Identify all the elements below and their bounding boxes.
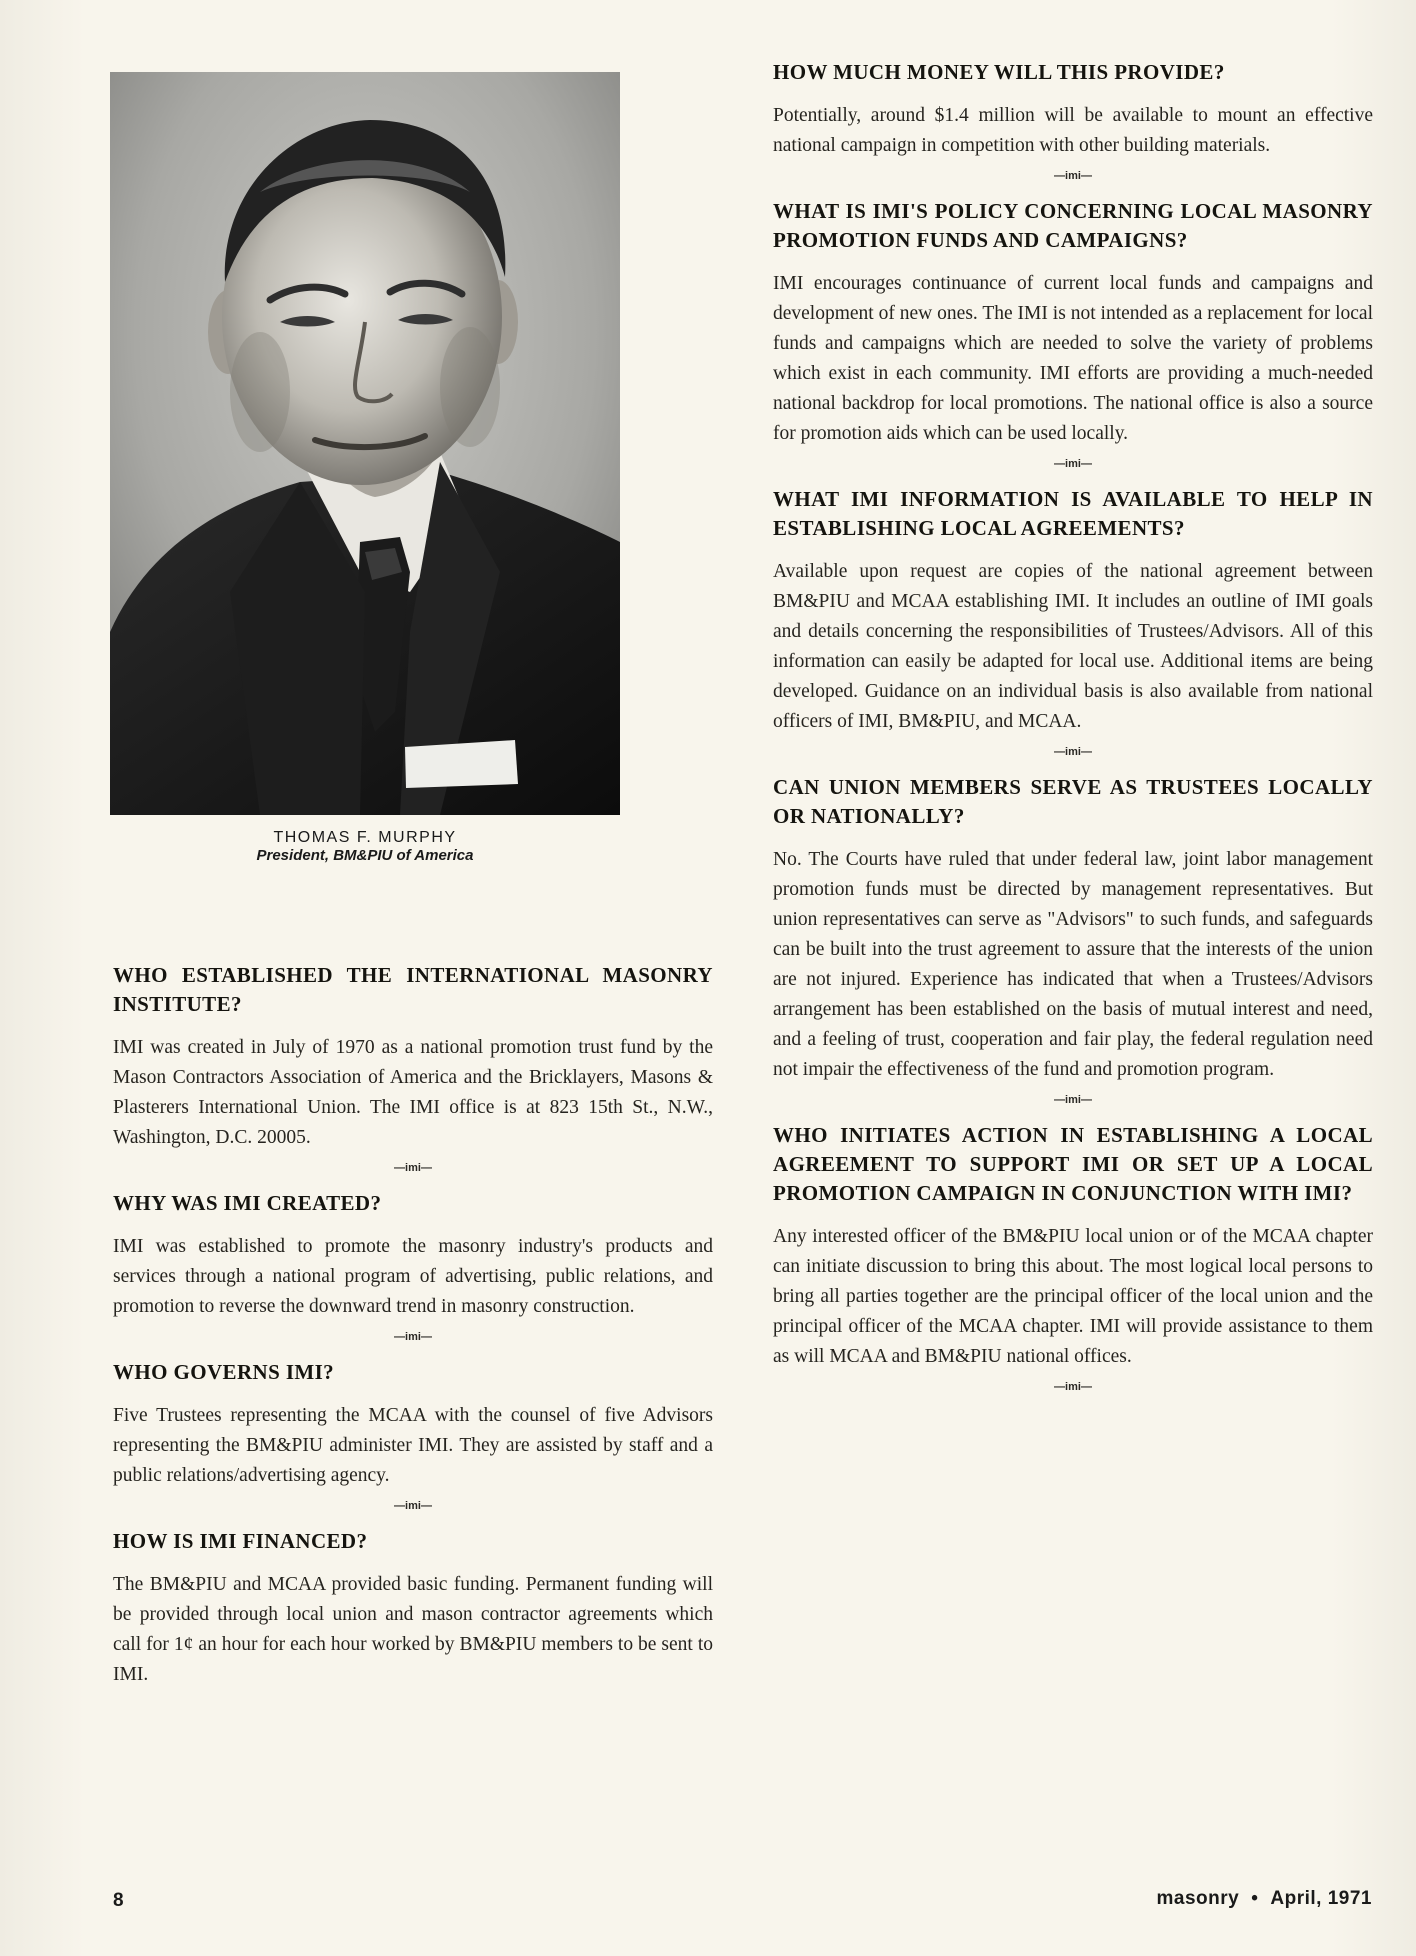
issue-date: April, 1971 [1270,1888,1372,1909]
section-separator: —imi— [1054,746,1092,758]
section-body: Five Trustees representing the MCAA with the counsel of five Advisors representing the BM&PIU administer IMI. They are assisted by staff and a public relations/advertising agency. [113,1405,713,1486]
section-heading: WHY WAS IMI CREATED? [113,1191,382,1215]
caption-title: President, BM&PIU of America [256,847,474,864]
section-heading: WHO GOVERNS IMI? [113,1360,335,1384]
right-column [773,58,1373,1408]
section-heading: WHAT IS IMI'S POLICY CONCERNING LOCAL MASONRY PROMOTION FUNDS AND CAMPAIGNS? [773,199,1373,252]
section-separator: —imi— [1054,458,1092,470]
section-separator: —imi— [394,1500,432,1512]
section-separator: —imi— [394,1162,432,1174]
footer-credit [1157,1888,1372,1910]
portrait-photo [110,72,620,815]
section-body: IMI was created in July of 1970 as a national promotion trust fund by the Mason Contractors Association of America and the Bricklayers, Masons & Plasterers International Union. The IMI office is at 823 15th St., N.W., Washington, D.C. 20005. [113,1037,713,1148]
section-body: No. The Courts have ruled that under federal law, joint labor management promotion funds must be directed by management representatives. But union representatives can serve as "Advisors" to such funds, and safeguards can be built into the trust agreement to assure that the interests of the union are not injured. Experience has indicated that when a Trustees/Advisors arrangement has been established on the basis of mutual interest and need, and a feeling of trust, cooperation and fair play, the federal regulation need not impair the effectiveness of the fund and promotion program. [773,849,1373,1080]
section-heading: WHO ESTABLISHED THE INTERNATIONAL MASONRY INSTITUTE? [113,963,713,1016]
section-heading: CAN UNION MEMBERS SERVE AS TRUSTEES LOCALLY OR NATIONALLY? [773,775,1373,828]
section-separator: —imi— [394,1331,432,1343]
section-body: Available upon request are copies of the national agreement between BM&PIU and MCAA establishing IMI. It includes an outline of IMI goals and details concerning the responsibilities of Trustees/Advisors. All of this information can easily be adapted for local use. Additional items are being developed. Guidance on an individual basis is also available from national officers of IMI, BM&PIU, and MCAA. [773,561,1373,732]
section-separator: —imi— [1054,170,1092,182]
bullet-separator: • [1251,1888,1259,1909]
section-heading: HOW IS IMI FINANCED? [113,1529,368,1553]
section-body: Potentially, around $1.4 million will be available to mount an effective national campaign in competition with other building materials. [773,105,1373,156]
section-body: IMI encourages continuance of current local funds and campaigns and development of new ones. The IMI is not intended as a replacement for local funds and campaigns which are needed to solve the variety of problems which exist in each community. IMI efforts are providing a much-needed national backdrop for local promotions. The national office is also a source for promotion aids which can be used locally. [773,273,1373,444]
left-column [113,72,713,1690]
section-heading: WHAT IMI INFORMATION IS AVAILABLE TO HELP IN ESTABLISHING LOCAL AGREEMENTS? [773,487,1373,540]
section-body: Any interested officer of the BM&PIU local union or of the MCAA chapter can initiate discussion to bring this about. The most logical local persons to bring all parties together are the principal officer of the local union and the principal officer of the MCAA chapter. IMI will provide assistance to them as will MCAA and BM&PIU national offices. [773,1226,1373,1367]
section-heading: HOW MUCH MONEY WILL THIS PROVIDE? [773,60,1225,84]
section-heading: WHO INITIATES ACTION IN ESTABLISHING A LOCAL AGREEMENT TO SUPPORT IMI OR SET UP A LOCAL PROMOTION CAMPAIGN IN CONJUNCTION WITH IMI? [773,1123,1373,1205]
portrait-illustration [110,72,620,815]
caption-name: THOMAS F. MURPHY [273,829,457,846]
section-separator: —imi— [1054,1381,1092,1393]
magazine-name: masonry [1156,1888,1240,1909]
page-number: 8 [113,1890,124,1911]
section-body: IMI was established to promote the masonry industry's products and services through a national program of advertising, public relations, and promotion to reverse the downward trend in masonry construction. [113,1236,713,1317]
photo-caption [110,829,620,865]
section-separator: —imi— [1054,1094,1092,1106]
section-body: The BM&PIU and MCAA provided basic funding. Permanent funding will be provided through local union and mason contractor agreements which call for 1¢ an hour for each hour worked by BM&PIU members to be sent to IMI. [113,1574,713,1685]
